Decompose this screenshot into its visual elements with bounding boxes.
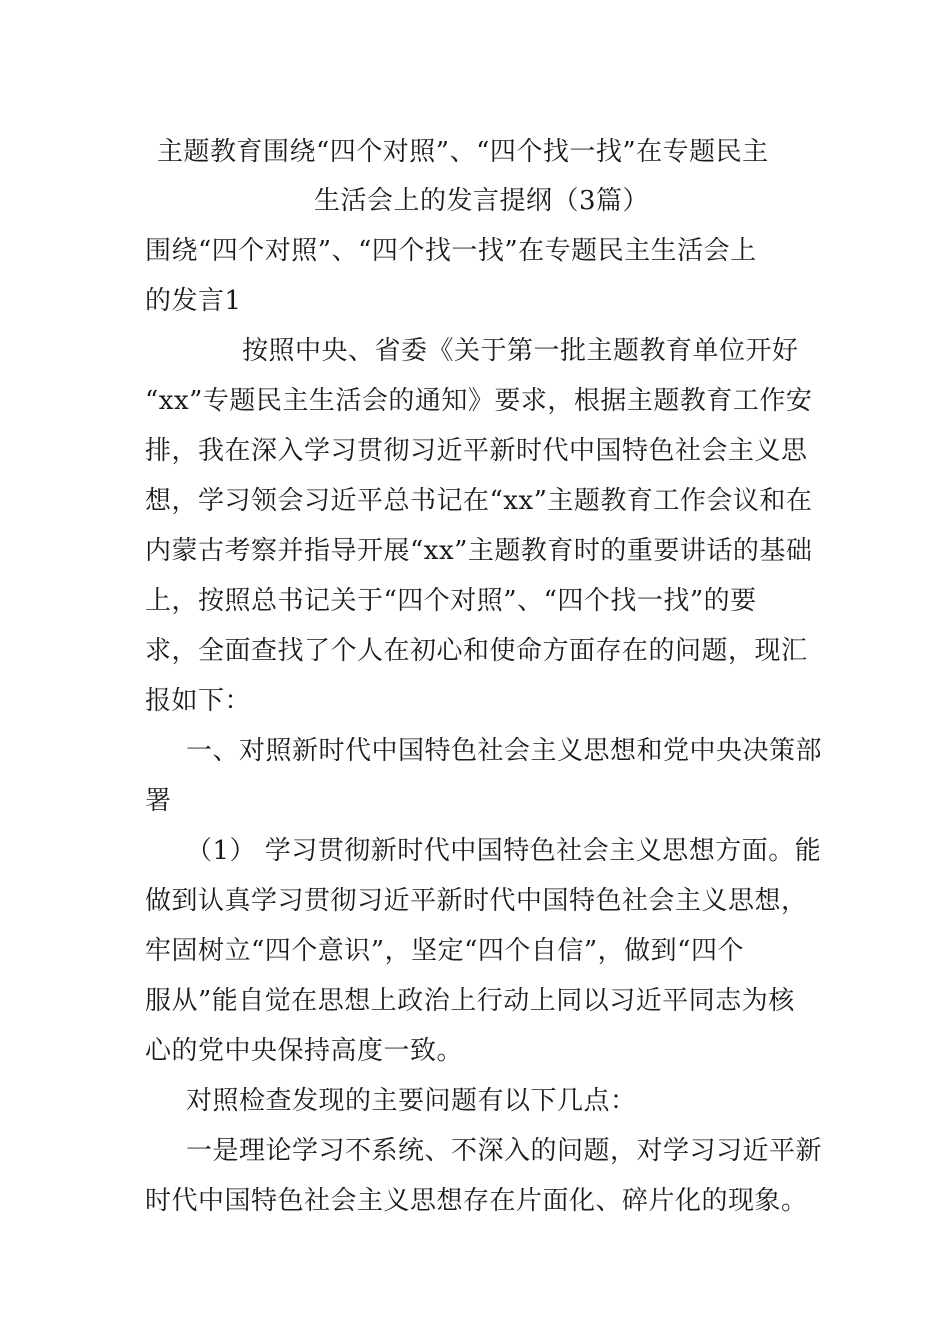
item-paragraph-line: 服从”能自觉在思想上政治上行动上同以习近平同志为核 <box>145 986 795 1016</box>
item-paragraph-line: 做到认真学习贯彻习近平新时代中国特色社会主义思想， <box>145 886 808 916</box>
intro-paragraph-line: “xx”专题民主生活会的通知》要求，根据主题教育工作安 <box>145 386 813 416</box>
intro-paragraph-line: 按照中央、省委《关于第一批主题教育单位开好 <box>242 336 799 366</box>
problem-paragraph-line: 一是理论学习不系统、不深入的问题，对学习习近平新 <box>186 1136 823 1166</box>
problem-paragraph-line: 时代中国特色社会主义思想存在片面化、碎片化的现象。 <box>145 1186 808 1216</box>
document-title-line-2: 生活会上的发言提纲（3篇） <box>314 186 650 216</box>
intro-paragraph-line: 想，学习领会习近平总书记在“xx”主题教育工作会议和在 <box>145 486 813 516</box>
intro-paragraph-line: 报如下： <box>145 686 252 716</box>
intro-paragraph-line: 上，按照总书记关于“四个对照”、“四个找一找”的要 <box>145 586 757 616</box>
section-heading-line-2: 署 <box>145 786 172 816</box>
intro-paragraph-line: 内蒙古考察并指导开展“xx”主题教育时的重要讲话的基础 <box>145 536 813 566</box>
document-title-line-1: 主题教育围绕“四个对照”、“四个找一找”在专题民主 <box>157 137 769 167</box>
item-paragraph-line: 牢固树立“四个意识”，坚定“四个自信”，做到“四个 <box>145 936 744 966</box>
speech-heading-line-2: 的发言1 <box>145 286 242 316</box>
item-paragraph-line: （1） 学习贯彻新时代中国特色社会主义思想方面。能 <box>186 836 822 866</box>
intro-paragraph-line: 求，全面查找了个人在初心和使命方面存在的问题，现汇 <box>145 636 808 666</box>
section-heading-line-1: 一、对照新时代中国特色社会主义思想和党中央决策部 <box>186 736 823 766</box>
intro-paragraph-line: 排，我在深入学习贯彻习近平新时代中国特色社会主义思 <box>145 436 808 466</box>
speech-heading-line-1: 围绕“四个对照”、“四个找一找”在专题民主生活会上 <box>145 236 757 266</box>
check-intro-line: 对照检查发现的主要问题有以下几点： <box>186 1086 637 1116</box>
item-paragraph-line: 心的党中央保持高度一致。 <box>145 1036 464 1066</box>
